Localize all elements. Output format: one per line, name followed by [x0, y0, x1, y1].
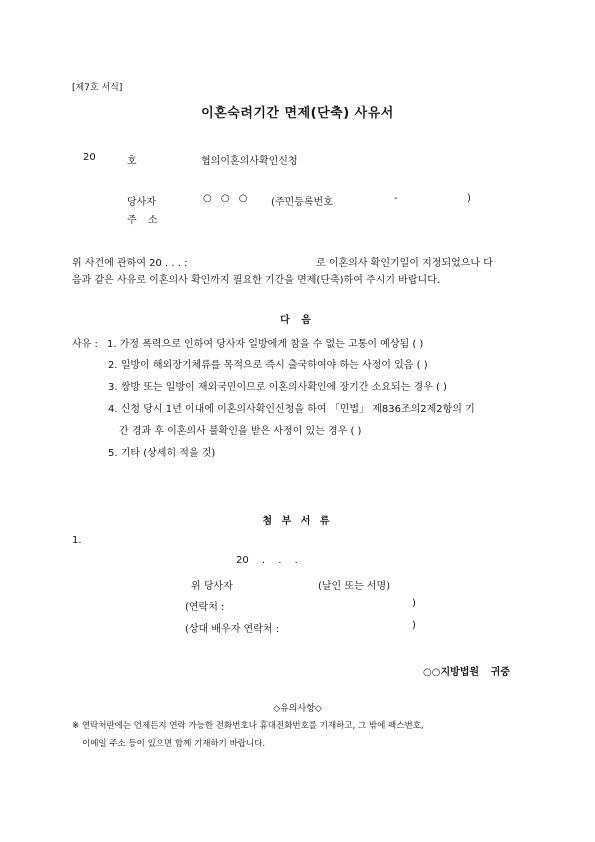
form-number: [제7호 서식] [72, 83, 123, 93]
case-ho: 호 [127, 156, 137, 167]
party-label: 당사자 [127, 197, 156, 208]
notes-line-2: 이메일 주소 등이 있으면 함께 기재하기 바랍니다. [82, 739, 266, 749]
contact-close: ) [412, 598, 416, 609]
id-number-close: ) [467, 193, 471, 204]
signature-party: 위 당사자 [191, 581, 233, 592]
attachments-heading: 첨 부 서 류 [262, 516, 333, 527]
case-type: 협의이혼의사확인신청 [201, 156, 298, 167]
reasons-label: 사유 : [72, 339, 98, 350]
id-number-dash: - [394, 193, 398, 204]
reason-item: 3. 쌍방 또는 일방이 재외국민이므로 이혼의사확인에 장기간 소요되는 경우 ( ) [108, 382, 447, 393]
id-number-label: (주민등록번호 [271, 197, 333, 208]
reason-item: 2. 일방이 해외장기체류를 목적으로 즉시 출국하여야 하는 사정이 있음 ( ) [108, 360, 428, 371]
spouse-contact-close: ) [412, 620, 416, 631]
signature-date: 20 . . . [236, 555, 298, 566]
notes-heading: ◇유의사항◇ [273, 704, 322, 714]
signature-seal: (날인 또는 서명) [318, 581, 391, 592]
spouse-contact-label: (상대 배우자 연락처 : [185, 624, 280, 635]
party-name: ○ ○ ○ [203, 193, 251, 204]
reason-item: 5. 기타 (상세히 적을 것) [108, 448, 216, 459]
intro-line-1b: 로 이혼의사 확인기일이 지정되었으나 다 [316, 258, 493, 269]
reason-item: 1. 가정 폭력으로 인하여 당사자 일방에게 참을 수 없는 고통이 예상됨 ( ) [107, 339, 424, 350]
page-title: 이혼숙려기간 면제(단축) 사유서 [201, 106, 394, 121]
attachment-item: 1. [72, 535, 82, 546]
address-label: 주 소 [127, 215, 162, 226]
notes-line-1: ※ 연락처란에는 언제든지 연락 가능한 전화번호나 휴대전화번호를 기재하고, 그 밖에 팩스번호, [72, 721, 424, 731]
intro-line-1a: 위 사건에 관하여 20 . . . : [72, 258, 188, 269]
court-name: ○○지방법원 귀중 [423, 667, 510, 678]
next-heading: 다 음 [280, 315, 315, 326]
reason-item-continued: 간 경과 후 이혼의사 불확인을 받은 사정이 있는 경우 ( ) [119, 426, 362, 437]
contact-label: (연락처 : [185, 602, 225, 613]
intro-line-2: 음과 같은 사유로 이혼의사 확인까지 필요한 기간을 면제(단축)하여 주시기 바랍니다. [72, 275, 441, 286]
case-year: 20 [83, 152, 96, 163]
reason-item: 4. 신청 당시 1년 이내에 이혼의사확인신청을 하여 「민법」 제836조의2제2항의 기 [108, 404, 475, 415]
